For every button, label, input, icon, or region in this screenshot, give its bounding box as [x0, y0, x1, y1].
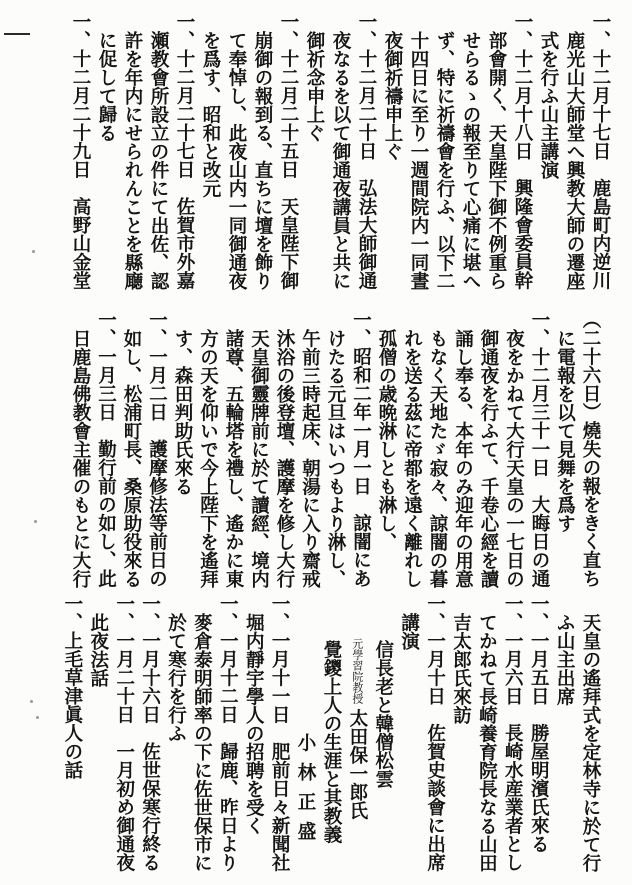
margin-speck — [36, 716, 39, 719]
continuation-line: に促して歸る — [96, 30, 117, 142]
continuation-line: 日鹿島佛教會主催のもとに大行 — [70, 328, 91, 588]
continuation-line: 此夜法話 — [87, 612, 109, 687]
continuation-line: 式を行ふ山主講演 — [538, 30, 559, 179]
lower-text-tier — [59, 594, 603, 879]
entry-line: 一、十二月十八日 興隆會委員幹 — [512, 12, 533, 290]
continuation-line: 十四日に至り一週間院内一同晝 — [408, 30, 429, 290]
continuation-line: を爲す、昭和と改元 — [200, 30, 221, 197]
lecture-topic: 信長老と韓僧松雲 — [372, 640, 394, 789]
entry-line: 一、一月十日 佐賀史談會に出席 — [424, 594, 446, 872]
continuation-line: 御祈念申上ぐ — [304, 30, 325, 142]
entry-line: 一、上毛草津眞人の話 — [61, 594, 83, 779]
entry-line: 一、十二月三十一日 大晦日の通 — [529, 310, 550, 588]
entry-line: 一、一月十六日 佐世保寒行終る — [139, 594, 161, 872]
continuation-line: 部會開く、天皇陛下御不例重ら — [486, 30, 507, 290]
lecture-speaker — [344, 594, 370, 879]
entry-line: 一、十二月二十九日 高野山金堂 — [70, 12, 91, 290]
continuation-line: 講演 — [398, 612, 420, 650]
entry-line: 一、一月五日 勝屋明濱氏來る — [528, 594, 550, 853]
continuation-line: 堀内靜宇學人の招聘を受く — [243, 612, 265, 835]
upper-text-tier — [67, 12, 613, 302]
continuation-line: 天皇御靈牌前に於て讀經、境内 — [248, 328, 270, 588]
margin-speck — [30, 700, 33, 703]
continuation-line: 崩御の報到る、直ちに壇を飾り — [252, 30, 273, 290]
entry-line: 一、一月十二日 歸鹿、昨日より — [217, 594, 239, 872]
margin-speck — [32, 250, 35, 253]
entry-line: 一、一月三日 勤行前の如し、此 — [95, 310, 117, 588]
continuation-line: 麥倉泰明師率の下に佐世保市に — [191, 612, 213, 872]
continuation-line: に電報を以て見舞を爲す — [554, 328, 576, 532]
continuation-line: 夜をかねて大行天皇の一七日の — [503, 328, 525, 588]
lecture-speaker: 小林正盛 — [295, 732, 317, 851]
speaker-title: 元學習院教授 — [350, 638, 364, 705]
continuation-line: 許を年内にせられんことを縣廰 — [122, 30, 143, 290]
continuation-line: 午前三時起床、朝湯に入り齋戒 — [299, 328, 321, 588]
continuation-line: せらるゝの報至りて心痛に堪へ — [460, 30, 481, 290]
continuation-line: 誦し奉る、本年のみ迎年の用意 — [452, 328, 474, 588]
entry-line: 一、一月二日 護摩修法等前日の — [146, 310, 168, 588]
continuation-line: 御通夜を行ふて、千卷心經を讀 — [478, 328, 499, 588]
continuation-line: ふ山主出席 — [554, 612, 576, 705]
continuation-line: 夜御祈禱申上ぐ — [382, 30, 403, 160]
continuation-line: 吉太郎氏來訪 — [450, 612, 472, 724]
continuation-line: 瀬教會所設立の件にて出佐、認 — [148, 30, 169, 290]
continuation-line: 鹿光山大師堂へ興教大師の遷座 — [564, 30, 585, 290]
continuation-line: （二十六日）燒失の報をきく直ち — [580, 310, 601, 588]
entry-line: 一、十二月十七日 鹿島町内逆川 — [590, 12, 611, 290]
speaker-name: 太田保一郎氏 — [346, 709, 368, 821]
continuation-line: れを送る茲に帝都を遠く離れし — [401, 328, 423, 588]
continuation-line: 沐浴の後登壇、護摩を修し大行 — [274, 328, 295, 588]
continuation-line: もなく天地たゞ寂々、諒闇の暮 — [427, 328, 448, 588]
entry-line: 一、十二月二十日 弘法大師御通 — [356, 12, 377, 290]
continuation-line: 夜なるを以て御通夜講員と共に — [330, 30, 351, 290]
entry-line: 一、十二月二十七日 佐賀市外嘉 — [174, 12, 195, 290]
continuation-line: 於て寒行を行ふ — [165, 612, 187, 742]
continuation-line: す、森田判助氏來る — [172, 328, 193, 495]
continuation-line: て奉悼し、此夜山内一同御通夜 — [226, 30, 247, 290]
continuation-line: けたる元旦はいつもより淋し、 — [325, 328, 346, 588]
entry-line: 一、十二月二十五日 天皇陛下御 — [278, 12, 299, 290]
continuation-line: 孤僧の歳晩淋しとも淋し、 — [376, 328, 397, 551]
entry-line: 一、一月二十日 一月初め御通夜 — [113, 594, 135, 872]
entry-line: 一、一月十一日 肥前日々新聞社 — [269, 594, 291, 872]
margin-speck — [34, 520, 37, 523]
continuation-line: ず、特に祈禱會を行ふ、以下二 — [434, 30, 455, 290]
lecture-topic: 覺鑁上人の生涯と其教義 — [320, 640, 342, 844]
continuation-line: 方の天を仰いで今上陛下を遙拜 — [197, 328, 219, 588]
entry-line: 一、一月六日 長崎水産業者とし — [502, 594, 524, 872]
continuation-line: てかねて長崎養育院長なる山田 — [476, 612, 498, 872]
middle-text-tier — [67, 310, 603, 590]
continuation-line: 如し、松浦町長、桑原助役來る — [121, 328, 142, 588]
page-edge-mark — [4, 33, 30, 35]
continuation-line: 諸尊、五輪塔を禮し、遙かに東 — [223, 328, 244, 588]
continuation-line: 天皇の遙拜式を定林寺に於て行 — [580, 612, 601, 872]
entry-line: 一、昭和二年一月一日 諒闇にあ — [350, 310, 372, 588]
